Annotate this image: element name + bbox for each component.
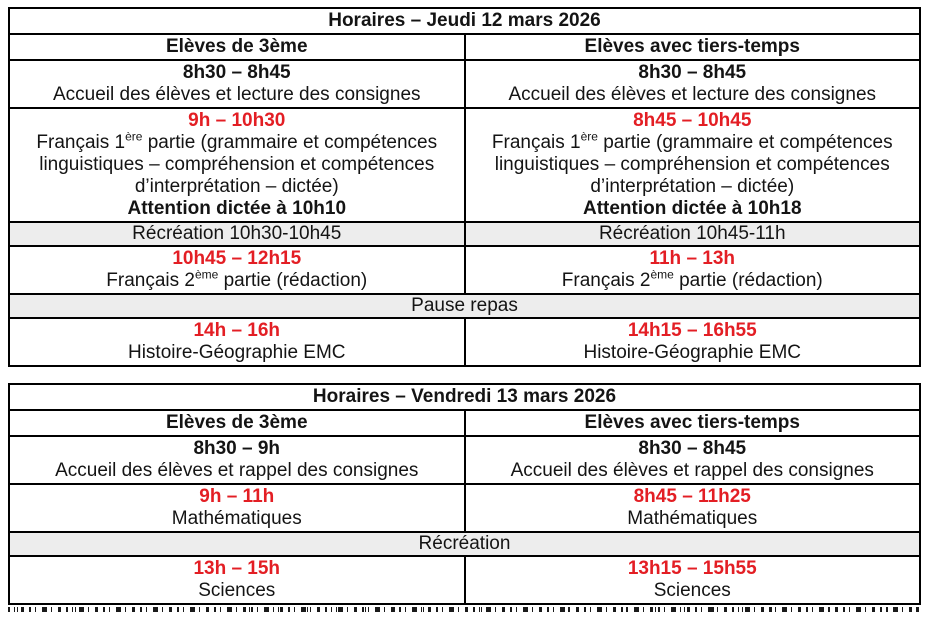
text-segment: 14h – 16h xyxy=(193,320,281,341)
schedule-cell xyxy=(9,484,465,532)
text-segment: Sciences xyxy=(653,580,731,601)
schedule-table-thursday xyxy=(8,7,921,367)
session-label xyxy=(476,342,910,364)
text-segment: Histoire-Géographie EMC xyxy=(583,342,802,363)
text-segment: Mathématiques xyxy=(627,508,758,529)
schedule-cell xyxy=(9,318,465,366)
lunch-break-label: Pause repas xyxy=(9,294,920,318)
schedule-cell xyxy=(9,436,465,484)
text-segment: Accueil des élèves et lecture des consignes xyxy=(508,84,877,105)
table-row xyxy=(9,484,920,532)
text-segment: Accueil des élèves et lecture des consignes xyxy=(52,84,421,105)
text-segment: Récréation 10h30-10h45 xyxy=(132,223,342,244)
column-header-tiers-temps: Elèves avec tiers-temps xyxy=(465,34,921,60)
text-segment: 14h15 – 16h55 xyxy=(627,320,757,341)
clipped-text-line xyxy=(8,607,921,612)
text-segment: Accueil des élèves et rappel des consignes xyxy=(510,460,874,481)
text-segment: Français 1 xyxy=(491,132,581,153)
text-segment: Histoire-Géographie EMC xyxy=(127,342,346,363)
schedule-cell xyxy=(465,484,921,532)
text-segment: 8h30 – 8h45 xyxy=(182,62,291,83)
text-segment: Récréation 10h45-11h xyxy=(598,223,786,244)
text-segment: Français 2 xyxy=(561,270,651,291)
schedule-cell xyxy=(9,60,465,108)
schedule-cell xyxy=(465,108,921,222)
session-label xyxy=(20,580,454,602)
text-segment: 13h – 15h xyxy=(193,558,281,579)
recess-label: Récréation xyxy=(9,532,920,556)
session-label xyxy=(476,129,910,198)
time-range xyxy=(20,486,454,508)
time-range xyxy=(20,558,454,580)
time-range xyxy=(476,558,910,580)
superscript-text: ère xyxy=(125,129,143,144)
schedule-cell xyxy=(465,222,921,246)
recess-label xyxy=(472,223,914,245)
schedule-cell xyxy=(9,246,465,294)
time-range xyxy=(476,110,910,132)
text-segment: Mathématiques xyxy=(171,508,302,529)
table-title: Horaires – Vendredi 13 mars 2026 xyxy=(9,384,920,410)
text-segment: 8h30 – 8h45 xyxy=(638,62,747,83)
time-range xyxy=(476,486,910,508)
time-range xyxy=(20,248,454,270)
schedule-cell xyxy=(465,436,921,484)
schedule-cell xyxy=(9,108,465,222)
session-label xyxy=(476,508,910,530)
table-row xyxy=(9,294,920,318)
session-label xyxy=(476,267,910,292)
session-label xyxy=(20,342,454,364)
superscript-text: ème xyxy=(650,267,674,282)
text-segment: 9h – 11h xyxy=(199,486,275,507)
recess-label xyxy=(16,223,458,245)
schedule-cell xyxy=(9,556,465,604)
text-segment: 11h – 13h xyxy=(649,248,736,269)
text-segment: partie (rédaction) xyxy=(218,270,368,291)
schedule-cell xyxy=(465,246,921,294)
note-text xyxy=(20,198,454,220)
session-label xyxy=(20,84,454,106)
time-range xyxy=(476,438,910,460)
session-label xyxy=(20,129,454,198)
schedule-cell xyxy=(465,60,921,108)
schedule-cell xyxy=(465,556,921,604)
text-segment: Attention dictée à 10h10 xyxy=(127,198,347,219)
table-row xyxy=(9,318,920,366)
text-segment: 13h15 – 15h55 xyxy=(627,558,757,579)
time-range xyxy=(476,248,910,270)
column-header-row xyxy=(9,410,920,436)
table-title: Horaires – Jeudi 12 mars 2026 xyxy=(9,8,920,34)
schedule-cell xyxy=(9,222,465,246)
column-header-tiers-temps: Elèves avec tiers-temps xyxy=(465,410,921,436)
text-segment: Français 1 xyxy=(36,132,126,153)
note-text xyxy=(476,198,910,220)
time-range xyxy=(20,110,454,132)
session-label xyxy=(20,460,454,482)
text-segment: Français 2 xyxy=(106,270,195,291)
table-row xyxy=(9,108,920,222)
session-label xyxy=(476,460,910,482)
session-label xyxy=(20,267,454,292)
text-segment: partie (grammaire et compétences linguistiques – compréhension et compétences d’interprétation – dictée) xyxy=(494,132,893,197)
time-range xyxy=(20,438,454,460)
session-label xyxy=(476,84,910,106)
table-row xyxy=(9,532,920,556)
column-header-3eme: Elèves de 3ème xyxy=(9,410,465,436)
text-segment: Accueil des élèves et rappel des consignes xyxy=(55,460,419,481)
table-title-row xyxy=(9,8,920,34)
text-segment: Attention dictée à 10h18 xyxy=(582,198,802,219)
session-label xyxy=(476,580,910,602)
text-segment: 8h45 – 11h25 xyxy=(633,486,751,507)
time-range xyxy=(20,320,454,342)
superscript-text: ème xyxy=(194,267,219,282)
column-header-3eme: Elèves de 3ème xyxy=(9,34,465,60)
table-row xyxy=(9,436,920,484)
session-label xyxy=(20,508,454,530)
column-header-row xyxy=(9,34,920,60)
text-segment: 8h45 – 10h45 xyxy=(633,110,752,131)
superscript-text: ère xyxy=(580,129,598,144)
schedule-table-friday xyxy=(8,383,921,605)
text-segment: 10h45 – 12h15 xyxy=(172,248,302,269)
time-range xyxy=(20,62,454,84)
table-row xyxy=(9,60,920,108)
text-segment: Sciences xyxy=(198,580,276,601)
time-range xyxy=(476,320,910,342)
table-title-row xyxy=(9,384,920,410)
table-row xyxy=(9,246,920,294)
text-segment: 8h30 – 9h xyxy=(193,438,281,459)
text-segment: 8h30 – 8h45 xyxy=(638,438,747,459)
schedule-cell xyxy=(465,318,921,366)
text-segment: partie (grammaire et compétences linguistiques – compréhension et compétences d’interprétation – dictée) xyxy=(39,132,438,197)
text-segment: partie (rédaction) xyxy=(673,270,823,291)
table-row xyxy=(9,556,920,604)
text-segment: 9h – 10h30 xyxy=(188,110,286,131)
time-range xyxy=(476,62,910,84)
table-row xyxy=(9,222,920,246)
